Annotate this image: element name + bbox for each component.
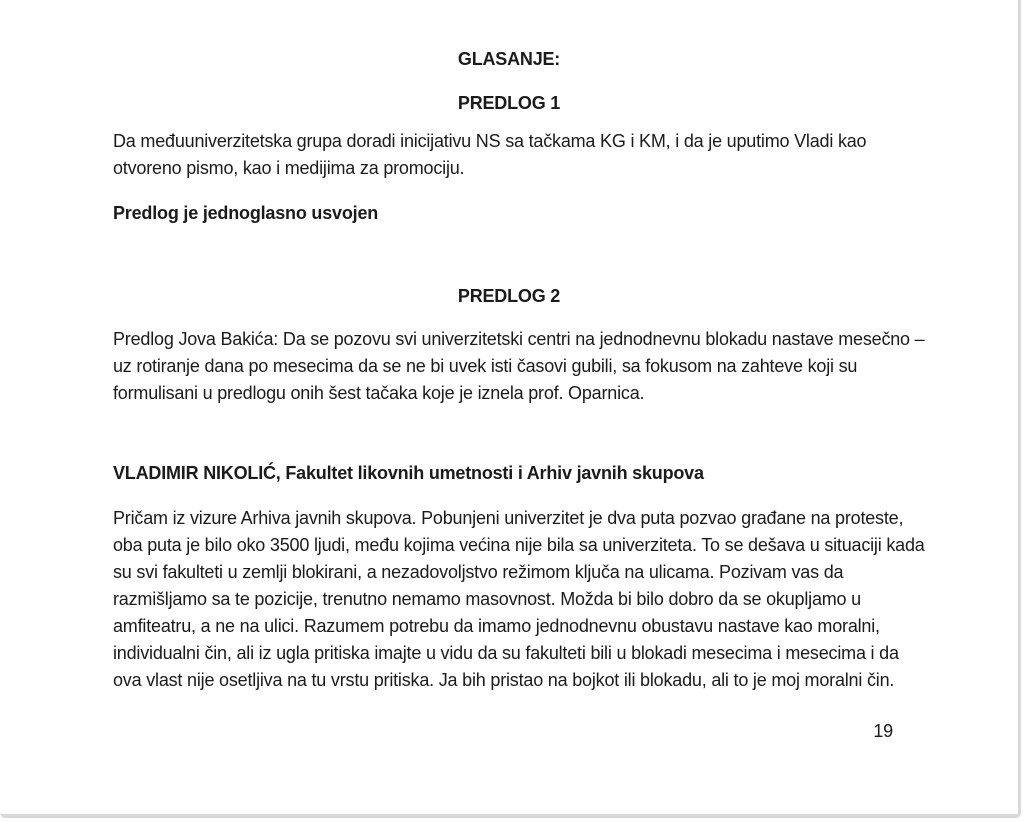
speaker-body <box>113 505 925 694</box>
speaker-heading: VLADIMIR NIKOLIĆ, Fakultet likovnih umetnosti i Arhiv javnih skupova <box>113 463 704 483</box>
paragraph-line: razmišljamo sa te pozicije, trenutno nemamo masovnost. Možda bi bilo dobro da se okupljamo u <box>113 589 861 609</box>
paragraph-line: Predlog Jova Bakića: Da se pozovu svi univerzitetski centri na jednodnevnu blokadu nastave mesečno – <box>113 329 925 349</box>
page-number: 19 <box>873 721 893 741</box>
paragraph-line: ova vlast nije osetljiva na tu vrstu pritiska. Ja bih pristao na bojkot ili blokadu, ali to je moj moralni čin. <box>113 670 895 690</box>
paragraph-line: Pričam iz vizure Arhiva javnih skupova. Pobunjeni univerzitet je dva puta pozvao građane na proteste, <box>113 508 904 528</box>
document-title: GLASANJE: <box>457 49 561 69</box>
predlog2-body <box>113 326 925 407</box>
paragraph-line: uz rotiranje dana po mesecima da se ne bi uvek isti časovi gubili, sa fokusom na zahteve koji su <box>113 356 858 376</box>
predlog1-result: Predlog je jednoglasno usvojen <box>113 203 379 223</box>
paragraph-line: individualni čin, ali iz ugla pritiska imajte u vidu da su fakulteti bili u blokadi mesecima i mesecima i da <box>113 643 899 663</box>
paragraph-line: amfiteatru, a ne na ulici. Razumem potrebu da imamo jednodnevnu obustavu nastave kao moralni, <box>113 616 880 636</box>
paragraph-line: oba puta je bilo oko 3500 ljudi, među kojima većina nije bila sa univerziteta. To se dešava u situaciji kada <box>113 535 925 555</box>
paragraph-line: otvoreno pismo, kao i medijima za promociju. <box>113 158 465 178</box>
predlog1-heading: PREDLOG 1 <box>457 93 561 113</box>
paragraph-line: su svi fakulteti u zemlji blokirani, a nezadovoljstvo režimom ključa na ulicama. Pozivam vas da <box>113 562 844 582</box>
paragraph-line: Da međuuniverzitetska grupa doradi inicijativu NS sa tačkama KG i KM, i da je uputimo Vladi kao <box>113 131 867 151</box>
predlog1-body <box>113 128 905 182</box>
paragraph-line: formulisani u predlogu onih šest tačaka koje je iznela prof. Oparnica. <box>113 383 645 403</box>
predlog2-heading: PREDLOG 2 <box>457 286 561 306</box>
